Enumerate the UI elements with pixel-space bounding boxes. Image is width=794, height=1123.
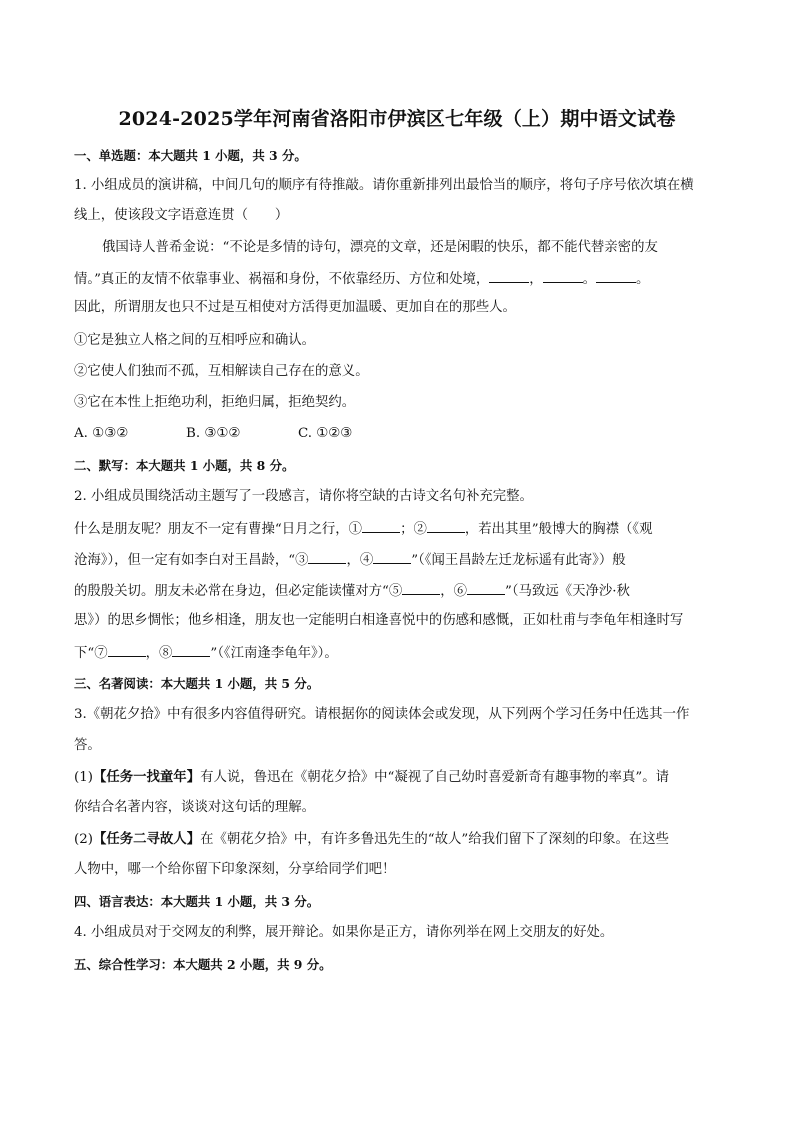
q2-line-1: 2. 小组成员围绕活动主题写了一段感言，请你将空缺的古诗文名句补充完整。 [74,489,533,504]
q3-task-text: 在《朝花夕拾》中，有许多鲁迅先生的“故人”给我们留下了深刻的印象。在这些 [200,832,670,847]
section-heading-3: 三、名著阅读：本大题共 1 小题，共 5 分。 [74,676,320,691]
q1-blank-1[interactable] [489,268,529,283]
q2-blank-2[interactable] [427,518,465,533]
q2-text: ，④ [346,553,374,568]
q1-option-b[interactable]: B. ③①② [186,426,241,441]
q1-blank-3[interactable] [596,268,636,283]
q1-stem-line-2: 线上，使该段文字语意连贯（ ） [74,208,289,223]
q3-task-1 [74,767,724,788]
q1-options [74,424,724,444]
q2-text: ”（马致远《天净沙·秋 [505,584,630,599]
q3-task-2 [74,829,724,850]
q2-blank-8[interactable] [172,642,210,657]
q2-text: 下“⑦ [74,646,108,661]
q1-item-3: ③它在本性上拒绝功利，拒绝归属，拒绝契约。 [74,395,356,410]
section-heading-1: 一、单选题：本大题共 1 小题，共 3 分。 [74,148,307,163]
q3-task-2-line-2: 人物中，哪一个给你留下印象深刻，分享给同学们吧！ [74,862,396,877]
q2-blank-7[interactable] [108,642,146,657]
q3-line-2: 答。 [74,738,101,753]
section-heading-4: 四、语言表达：本大题共 1 小题，共 3 分。 [74,894,320,909]
q2-text: ”（《江南逢李龟年》）。 [210,646,338,661]
q3-line-1: 3.《朝花夕拾》中有很多内容值得研究。请根据你的阅读体会或发现，从下列两个学习任务中任选其一作 [74,707,690,722]
q2-text: ，⑧ [145,646,173,661]
q2-blank-6[interactable] [467,580,505,595]
q2-text: 的殷殷关切。朋友未必常在身边，但必定能读懂对方“⑤ [74,584,403,599]
q2-text: ”（《闻王昌龄左迁龙标遥有此寄》）般 [411,553,626,568]
q1-stem-line-1: 1. 小组成员的演讲稿，中间几句的顺序有待推敲。请你重新排列出最恰当的顺序，将句子序号依次填在横 [74,178,694,193]
q4-line-1: 4. 小组成员对于交网友的利弊，展开辩论。如果你是正方，请你列举在网上交朋友的好处。 [74,925,614,940]
section-heading-2: 二、默写：本大题共 1 小题，共 8 分。 [74,458,295,473]
q2-text: 什么是朋友呢？朋友不一定有曹操“日月之行，① [74,522,363,537]
q1-passage-line-3: 因此，所谓朋友也只不过是互相使对方活得更加温暖、更加自在的那些人。 [74,300,516,315]
q2-text: ；② [400,522,427,537]
page-title: 2024-2025学年河南省洛阳市伊滨区七年级（上）期中语文试卷 [118,108,676,130]
q1-passage-line-1: 俄国诗人普希金说：“不论是多情的诗句，漂亮的文章，还是闲暇的快乐，都不能代替亲密的友 [102,240,658,255]
q3-task-tag: 【任务二寻故人】 [92,831,201,847]
q1-blank-sep-2: 。 [582,272,597,287]
q3-task-number: (1) [74,770,93,785]
q2-line-4 [74,580,724,602]
section-heading-5: 五、综合性学习：本大题共 2 小题，共 9 分。 [74,957,332,972]
q2-text: ，若出其里”般博大的胸襟（《观 [464,522,653,537]
q1-blank-end: 。 [636,272,650,287]
q2-blank-1[interactable] [362,518,400,533]
q3-task-number: (2) [74,832,93,847]
q2-blank-5[interactable] [402,580,440,595]
q1-item-1: ①它是独立人格之间的互相呼应和确认。 [74,333,316,348]
q1-option-a[interactable]: A. ①③② [74,426,129,441]
q1-option-c[interactable]: C. ①②③ [298,426,353,441]
q1-item-2: ②它使人们独而不孤，互相解读自己存在的意义。 [74,364,369,379]
q1-passage-text: 情。”真正的友情不依靠事业、祸福和身份，不依靠经历、方位和处境， [74,272,490,287]
q2-blank-4[interactable] [373,549,411,564]
q2-text: 沧海》），但一定有如李白对王昌龄，“③ [74,553,309,568]
q3-task-tag: 【任务一找童年】 [92,769,201,785]
q2-line-5: 思》）的思乡惆怅；他乡相逢，朋友也一定能明白相逢喜悦中的伤感和感慨，正如杜甫与李龟年相逢时写 [74,613,684,628]
q3-task-text: 有人说，鲁迅在《朝花夕拾》中“凝视了自己幼时喜爱新奇有趣事物的率真”。请 [200,770,670,785]
q1-blank-2[interactable] [543,268,583,283]
q2-line-6 [74,642,724,664]
q1-passage-line-2 [74,268,724,290]
q2-text: ，⑥ [440,584,468,599]
q3-task-1-line-2: 你结合名著内容，谈谈对这句话的理解。 [74,800,316,815]
q2-blank-3[interactable] [308,549,346,564]
q2-line-3 [74,549,724,571]
q2-line-2 [74,518,724,540]
q1-blank-sep-1: ， [529,272,543,287]
